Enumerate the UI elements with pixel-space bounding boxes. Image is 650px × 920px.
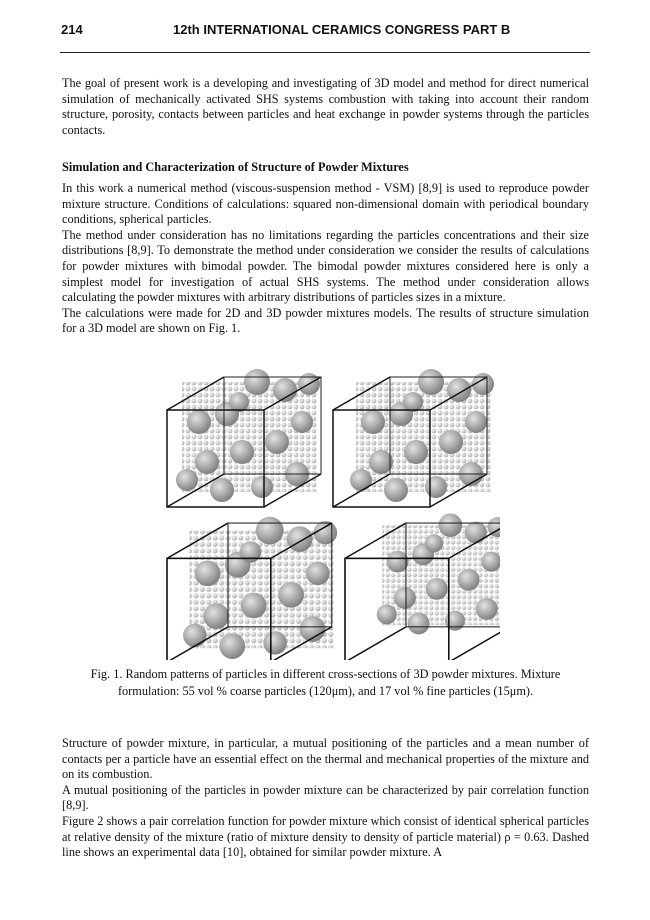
section-body	[62, 181, 589, 337]
header-rule	[60, 52, 590, 53]
cube-panel-2	[333, 369, 494, 507]
section-paragraph-1: In this work a numerical method (viscous-suspension method - VSM) [8,9] is used to reproduce powder mixture structure. Conditions of calculations: squared non-dimensional domain with periodical boundary conditions, spherical particles.	[62, 181, 589, 227]
cube-panel-4	[345, 513, 500, 660]
section-paragraph-2: The method under consideration has no limitations regarding the particles concentrations and their size distributions [8,9]. To demonstrate the method under consideration we consider the results of calculations for powder mixtures with bimodal powder. The bimodal powder mixtures considered here is only a simplest model for investigation of actual SHS systems. The method under consideration allows calculating the powder mixtures with arbitrary distributions of particles sizes in a mixture.	[62, 227, 589, 305]
continuation-body	[62, 736, 589, 861]
continuation-paragraph-1: Structure of powder mixture, in particular, a mutual positioning of the particles and a mean number of contacts per a particle have an essential effect on the thermal and mechanical properties of the mixture and on its combustion.	[62, 736, 589, 782]
cube-panel-3	[167, 517, 337, 660]
section-heading: Simulation and Characterization of Structure of Powder Mixtures	[62, 160, 409, 174]
figure-1	[155, 362, 500, 660]
figure-caption	[62, 666, 589, 700]
cube-panel-1	[167, 369, 321, 507]
continuation-paragraph-2: A mutual positioning of the particles in powder mixture can be characterized by pair correlation function [8,9].	[62, 782, 589, 813]
section-paragraph-3: The calculations were made for 2D and 3D powder mixtures models. The results of structure simulation for a 3D model are shown on Fig. 1.	[62, 305, 589, 336]
running-header	[60, 22, 590, 42]
intro-paragraph-block	[62, 76, 589, 138]
page-number: 214	[61, 22, 83, 37]
intro-paragraph: The goal of present work is a developing and investigating of 3D model and method for direct numerical simulation of mechanically activated SHS systems combustion with taking into account their random structure, porosity, contacts between particles and heat exchange in powder systems through the particles contacts.	[62, 76, 589, 137]
caption-line-1: Fig. 1. Random patterns of particles in different cross-sections of 3D powder mixtures. Mixture	[90, 667, 561, 681]
running-title: 12th INTERNATIONAL CERAMICS CONGRESS PART B	[173, 22, 511, 37]
caption-line-2: formulation: 55 vol % coarse particles (120μm), and 17 vol % fine particles (15μm).	[117, 684, 534, 698]
continuation-paragraph-3: Figure 2 shows a pair correlation function for powder mixture which consist of identical spherical particles at relative density of the mixture (ratio of mixture density to density of particle material) ρ = 0.63. Dashed line shows an experimental data [10], obtained for similar powder mixture. A	[62, 813, 589, 860]
